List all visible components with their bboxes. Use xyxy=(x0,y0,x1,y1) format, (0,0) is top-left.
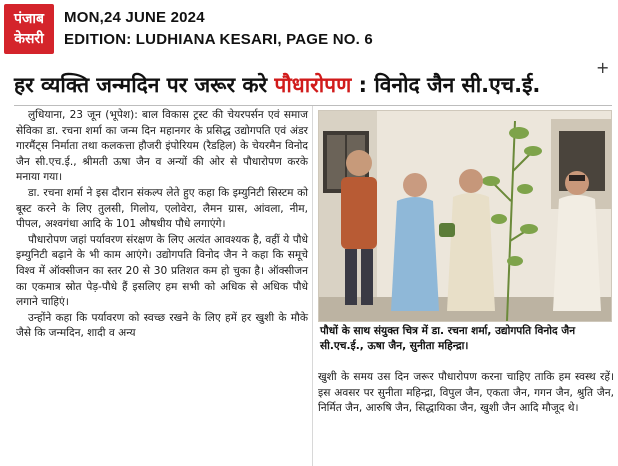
punjab-kesari-logo xyxy=(4,4,54,54)
edition-info: EDITION: LUDHIANA KESARI, PAGE NO. 6 xyxy=(64,31,373,48)
event-photo xyxy=(318,110,612,322)
article-body-right xyxy=(318,370,614,417)
headline-part-2: : विनोद जैन सी.एच.ई. xyxy=(351,73,541,97)
photo-illustration xyxy=(319,111,612,322)
article-paragraph: उन्होंने कहा कि पर्यावरण को स्वच्छ रखने के लिए हमें हर खुशी के मौके जैसे कि जन्मदिन, शादी व अन्य xyxy=(16,311,308,340)
masthead xyxy=(0,0,618,58)
article-paragraph: लुधियाना, 23 जून (भूपेश): बाल विकास ट्रस्ट की चेयरपर्सन एवं समाज सेविका डा. रचना शर्मा का जन्म दिन महानगर के प्रसिद्ध उद्योगपति एवं अंडर गारमैंट्स निर्माता तथा कलकत्ता हौजरी इंपोरियम (रैडहिल) के चेयरमैन विनोद जैन सी.एच.ई., श्रीमती ऊषा जैन व अन्यों की ओर से पौधारोपण करके मनाया गया। xyxy=(16,109,308,184)
crop-mark-icon: + xyxy=(596,58,610,77)
article-paragraph: डा. रचना शर्मा ने इस दौरान संकल्प लेते हुए कहा कि इम्युनिटी सिस्टम को बूस्ट करने के लिए तुलसी, गिलोय, एलोवेरा, लैमन ग्रास, आंवला, नीम, पीपल, अश्वगंधा आदि के 101 औषधीय पौधे लगाएंगे। xyxy=(16,186,308,231)
logo-line-2: केसरी xyxy=(14,31,44,47)
column-divider xyxy=(312,106,313,466)
photo-caption: पौधों के साथ संयुक्त चित्र में डा. रचना शर्मा, उद्योगपति विनोद जैन सी.एच.ई., ऊषा जैन, सुनीता महिन्द्रा। xyxy=(320,325,576,352)
headline-part-1: हर व्यक्ति जन्मदिन पर जरूर करे xyxy=(14,73,275,97)
article-paragraph: खुशी के समय उस दिन जरूर पौधारोपण करना चाहिए ताकि हम स्वस्थ रहें। इस अवसर पर सुनीता महिन्द्रा, विपुल जैन, एकता जैन, गगन जैन, श्रुति जैन, निर्मित जैन, आरुषि जैन, सिद्धायिका जैन, खुशी जैन आदि मौजूद थे। xyxy=(318,371,614,415)
article-paragraph: पौधारोपण जहां पर्यावरण संरक्षण के लिए अत्यंत आवश्यक है, वहीं ये पौधे इम्युनिटी बढ़ाने के भी काम आएंगे। उद्योगपति विनोद जैन ने कहा कि समूचे विश्व में ऑक्सीजन का स्तर 20 से 30 प्रतिशत कम हो चुका है। ऑक्सीजन का एकमात्र स्रोत पेड़-पौधे हैं इसलिए हम सभी को अधिक से अधिक पौधे लगाने चाहिएं। xyxy=(16,233,308,309)
headline-highlight: पौधारोपण xyxy=(274,73,352,97)
headline-divider xyxy=(14,105,612,106)
article-body-left xyxy=(16,108,308,342)
article-headline xyxy=(14,68,614,102)
edition-date: MON,24 JUNE 2024 xyxy=(64,9,205,26)
logo-line-1: पंजाब xyxy=(14,11,44,27)
